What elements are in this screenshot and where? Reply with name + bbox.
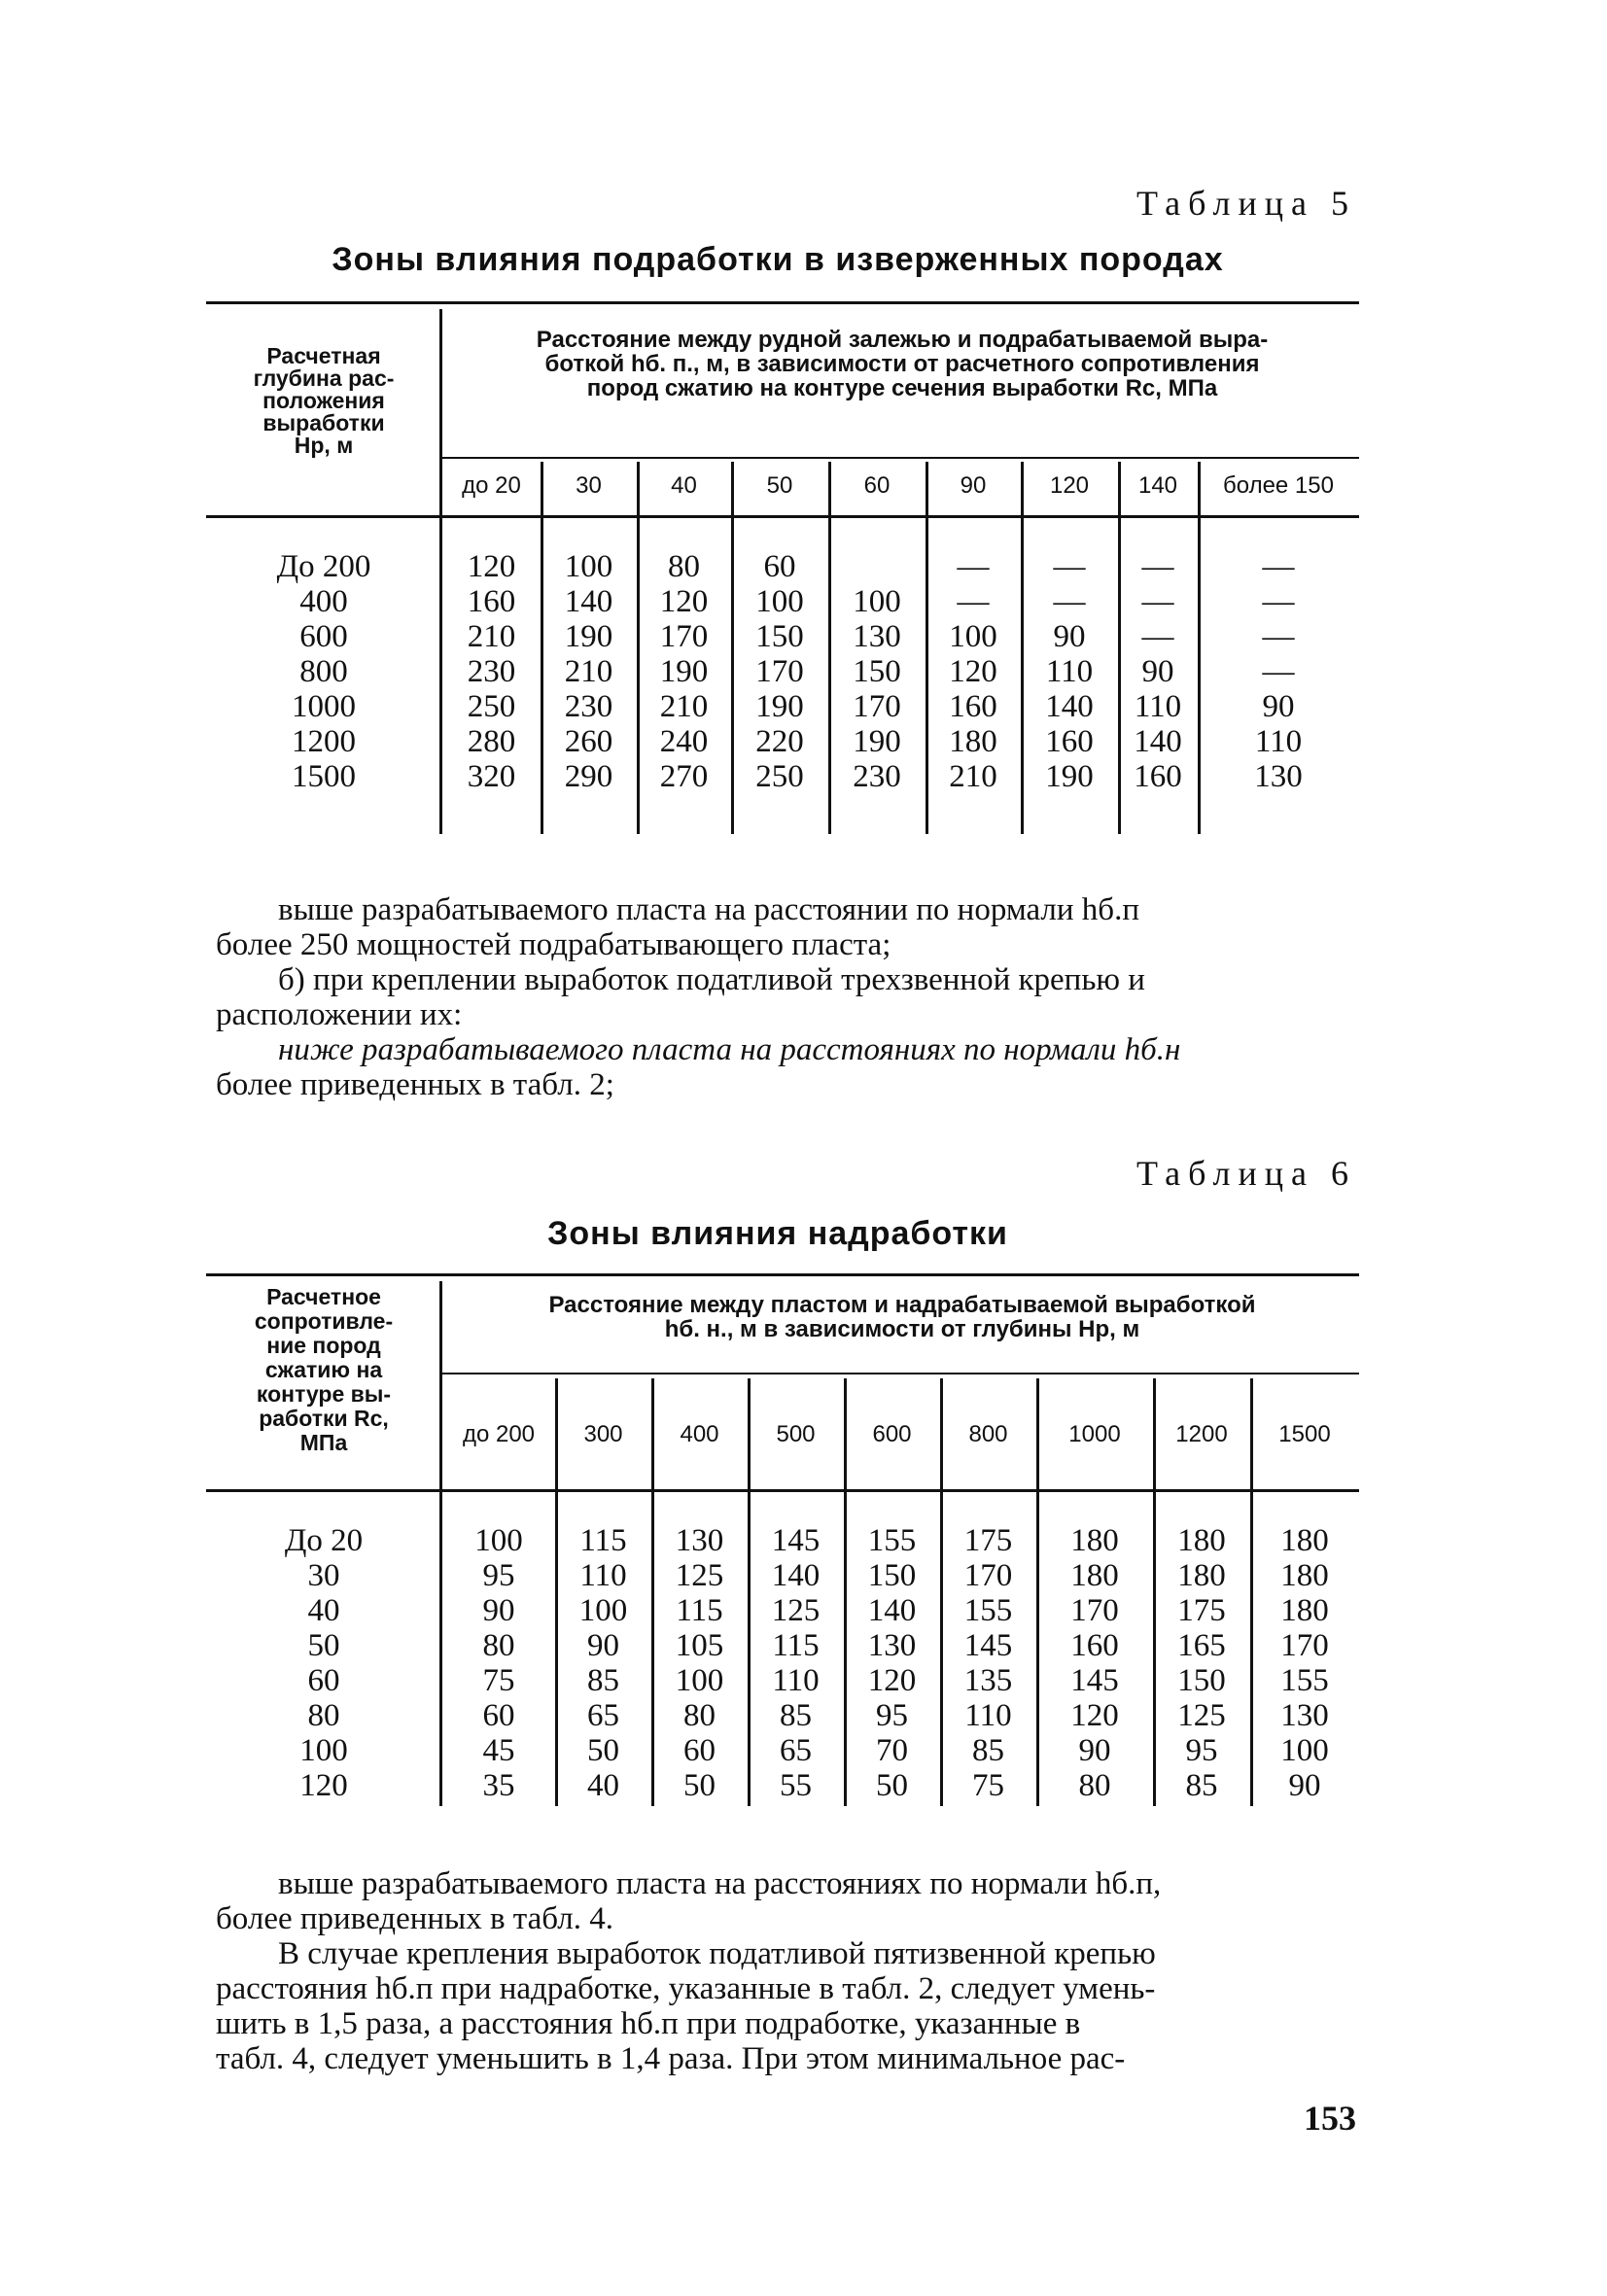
table-cell: 90 (1078, 1733, 1111, 1768)
table-cell: 120 (949, 654, 997, 689)
table-cell: 140 (564, 584, 613, 619)
table-cell: 85 (587, 1663, 619, 1698)
table5-row-header: Расчетная глубина рас- положения выработки Hр, м (253, 343, 395, 458)
row-label: 1200 (292, 724, 356, 759)
row-label: 50 (307, 1628, 340, 1663)
table-cell: 115 (772, 1628, 820, 1663)
table-cell: 220 (755, 724, 804, 759)
table6-label: Таблица 6 (1136, 1154, 1356, 1193)
table-cell: 50 (587, 1733, 619, 1768)
table-cell: 85 (780, 1698, 812, 1733)
table-cell: 140 (1134, 724, 1182, 759)
table-cell: 170 (1280, 1628, 1329, 1663)
table-cell: 250 (755, 759, 804, 794)
paragraph-line: более 250 мощностей подрабатывающего пласта; (216, 927, 891, 962)
paragraph-line: расположении их: (216, 997, 463, 1032)
table-cell: 150 (755, 619, 804, 654)
table-cell: 150 (1177, 1663, 1226, 1698)
table-cell: 210 (949, 759, 997, 794)
table-cell: 130 (867, 1628, 917, 1663)
column-header: до 200 (462, 1421, 536, 1447)
table-cell: 100 (755, 584, 804, 619)
column-divider (1250, 1378, 1253, 1806)
column-divider (940, 1378, 943, 1806)
paragraph-line: выше разрабатываемого пласта на расстоянии по нормали hб.п (278, 892, 1140, 927)
table-cell: 190 (853, 724, 901, 759)
table-cell: 230 (564, 689, 613, 724)
table6-group-header: Расстояние между пластом и надрабатываемой выработкой hб. н., м в зависимости от глубины Hр, м (548, 1292, 1256, 1342)
table-cell: 210 (467, 619, 516, 654)
column-divider (731, 462, 734, 834)
table-cell: 90 (587, 1628, 619, 1663)
table-cell: 120 (467, 549, 516, 584)
table-cell: 115 (676, 1593, 723, 1628)
table-cell: 160 (1134, 759, 1182, 794)
paragraph-line: ниже разрабатываемого пласта на расстояниях по нормали hб.н (278, 1032, 1181, 1067)
table5-title: Зоны влияния подработки в изверженных породах (332, 241, 1224, 278)
table-cell: 65 (587, 1698, 619, 1733)
table-cell: 40 (587, 1768, 619, 1803)
table-cell: — (1053, 549, 1086, 584)
row-label: 1500 (292, 759, 356, 794)
table-cell: 80 (668, 549, 700, 584)
table-cell: 130 (853, 619, 901, 654)
table-cell: — (1262, 584, 1295, 619)
column-header: 60 (863, 472, 891, 499)
column-header: 500 (776, 1421, 816, 1447)
table-cell: 45 (482, 1733, 515, 1768)
row-label: 80 (307, 1698, 340, 1733)
table-cell: 110 (772, 1663, 820, 1698)
row-label: 400 (299, 584, 348, 619)
row-label: 100 (299, 1733, 348, 1768)
paragraph-line: шить в 1,5 раза, а расстояния hб.п при подработке, указанные в (216, 2006, 1081, 2041)
table-cell: 80 (482, 1628, 515, 1663)
table-cell: 150 (867, 1558, 917, 1593)
table-cell: 140 (771, 1558, 821, 1593)
table-cell: 175 (1177, 1593, 1226, 1628)
table-cell: 60 (763, 549, 796, 584)
table-cell: 130 (675, 1523, 724, 1558)
table-cell: 270 (659, 759, 709, 794)
table-cell: 290 (564, 759, 613, 794)
row-label: 120 (299, 1768, 348, 1803)
column-header: 600 (872, 1421, 912, 1447)
table-cell: 110 (579, 1558, 627, 1593)
column-divider (651, 1378, 654, 1806)
table-cell: 50 (683, 1768, 716, 1803)
column-divider (637, 462, 640, 834)
table-cell: 230 (467, 654, 516, 689)
column-header: 1200 (1175, 1421, 1228, 1447)
table-cell: 180 (1070, 1558, 1119, 1593)
table-cell: 100 (564, 549, 613, 584)
table-cell: 90 (1288, 1768, 1321, 1803)
column-divider (555, 1378, 558, 1806)
column-header: 800 (968, 1421, 1008, 1447)
table-cell: 100 (675, 1663, 724, 1698)
column-divider (844, 1378, 847, 1806)
column-header: 400 (680, 1421, 719, 1447)
table-cell: 125 (771, 1593, 821, 1628)
table-cell: 180 (1280, 1523, 1329, 1558)
table-cell: 95 (482, 1558, 515, 1593)
table-cell: 170 (755, 654, 804, 689)
column-divider (1198, 462, 1201, 834)
table-cell: — (1053, 584, 1086, 619)
table-cell: 155 (963, 1593, 1013, 1628)
table-cell: 175 (963, 1523, 1013, 1558)
table-cell: 230 (853, 759, 901, 794)
column-header: 30 (576, 472, 602, 499)
paragraph-line: более приведенных в табл. 2; (216, 1067, 614, 1102)
table-cell: 210 (659, 689, 709, 724)
table-cell: 160 (949, 689, 997, 724)
table-cell: — (1141, 584, 1174, 619)
table-cell: 100 (949, 619, 997, 654)
table-cell: 130 (1280, 1698, 1329, 1733)
column-divider (1118, 462, 1121, 834)
paragraph-line: расстояния hб.п при надработке, указанные в табл. 2, следует умень- (216, 1971, 1156, 2006)
table-cell: 160 (467, 584, 516, 619)
table-cell: 155 (867, 1523, 917, 1558)
table-cell: 35 (482, 1768, 515, 1803)
paragraph-line: табл. 4, следует уменьшить в 1,4 раза. При этом минимальное рас- (216, 2041, 1126, 2076)
paragraph-line: В случае крепления выработок податливой пятизвенной крепью (278, 1936, 1156, 1971)
column-divider (541, 462, 543, 834)
table-cell: 145 (963, 1628, 1013, 1663)
column-header: 120 (1049, 472, 1090, 499)
table6-row-header: Расчетное сопротивле- ние пород сжатию на контуре вы- работки Rс, МПа (254, 1284, 394, 1455)
row-label: До 20 (284, 1523, 364, 1558)
table-cell: 170 (1070, 1593, 1119, 1628)
table-cell: 115 (579, 1523, 627, 1558)
table-cell: 110 (1045, 654, 1094, 689)
table-cell: 130 (1254, 759, 1303, 794)
row-label: 60 (307, 1663, 340, 1698)
table-cell: 180 (1177, 1523, 1226, 1558)
table-cell: 240 (659, 724, 709, 759)
column-header: 1500 (1278, 1421, 1331, 1447)
table-cell: 110 (1134, 689, 1182, 724)
table-cell: 55 (780, 1768, 812, 1803)
table-cell: 100 (474, 1523, 523, 1558)
table-cell: 165 (1177, 1628, 1226, 1663)
paragraph-line: выше разрабатываемого пласта на расстояниях по нормали hб.п, (278, 1866, 1162, 1901)
table-cell: 60 (683, 1733, 716, 1768)
table-cell: 120 (1070, 1698, 1119, 1733)
column-divider (926, 462, 928, 834)
table-cell: 190 (564, 619, 613, 654)
table-cell: 85 (972, 1733, 1004, 1768)
table-cell: 140 (867, 1593, 917, 1628)
table-cell: 250 (467, 689, 516, 724)
table-cell: 105 (675, 1628, 724, 1663)
row-label: До 200 (276, 549, 371, 584)
page-number: 153 (1304, 2099, 1356, 2138)
column-header: 140 (1137, 472, 1178, 499)
table-cell: 50 (876, 1768, 908, 1803)
table-cell: 125 (675, 1558, 724, 1593)
table-cell: 85 (1185, 1768, 1218, 1803)
table-cell: 180 (1070, 1523, 1119, 1558)
table-cell: — (1262, 549, 1295, 584)
table-cell: 180 (1177, 1558, 1226, 1593)
table-cell: 160 (1045, 724, 1094, 759)
column-divider (1021, 462, 1024, 834)
table-cell: 170 (659, 619, 709, 654)
paragraph-line: б) при креплении выработок податливой трехзвенной крепью и (278, 962, 1145, 997)
table-cell: 210 (564, 654, 613, 689)
table-cell: 75 (972, 1768, 1004, 1803)
table-cell: 170 (963, 1558, 1013, 1593)
table-cell: 280 (467, 724, 516, 759)
table-cell: 140 (1045, 689, 1094, 724)
table-cell: 120 (659, 584, 709, 619)
table-cell: 60 (482, 1698, 515, 1733)
column-header: 40 (671, 472, 697, 499)
table-cell: 150 (853, 654, 901, 689)
table-cell: 170 (853, 689, 901, 724)
row-label: 800 (299, 654, 348, 689)
table-cell: 190 (755, 689, 804, 724)
table-cell: 145 (1070, 1663, 1119, 1698)
table5-label: Таблица 5 (1136, 184, 1356, 223)
table-cell: 160 (1070, 1628, 1119, 1663)
column-divider (1153, 1378, 1156, 1806)
column-divider (748, 1378, 751, 1806)
table6-title: Зоны влияния надработки (547, 1215, 1008, 1252)
table-cell: 90 (1262, 689, 1295, 724)
table-cell: — (957, 549, 990, 584)
column-divider (1036, 1378, 1039, 1806)
table-cell: 180 (1280, 1593, 1329, 1628)
table-cell: — (1262, 619, 1295, 654)
table-cell: 100 (853, 584, 901, 619)
table-cell: 260 (564, 724, 613, 759)
table-cell: — (1141, 549, 1174, 584)
table-cell: 180 (949, 724, 997, 759)
table-cell: 90 (482, 1593, 515, 1628)
table-cell: 155 (1280, 1663, 1329, 1698)
column-divider (828, 462, 831, 834)
table-cell: 90 (1141, 654, 1174, 689)
table-cell: 90 (1053, 619, 1086, 654)
table-cell: 95 (1185, 1733, 1218, 1768)
table-cell: 65 (780, 1733, 812, 1768)
table5-group-header: Расстояние между рудной залежью и подрабатываемой выра- боткой hб. п., м, в зависимости от расчетного сопротивления пород сжатию на контуре сечения выработки Rс, МПа (536, 327, 1269, 401)
column-header: 90 (960, 472, 987, 499)
column-header: более 150 (1223, 472, 1334, 499)
table-cell: 95 (876, 1698, 908, 1733)
table-cell: — (957, 584, 990, 619)
column-header: 1000 (1068, 1421, 1121, 1447)
table-cell: 145 (771, 1523, 821, 1558)
row-label: 600 (299, 619, 348, 654)
row-label: 30 (307, 1558, 340, 1593)
table-cell: 190 (659, 654, 709, 689)
table-cell: — (1262, 654, 1295, 689)
table-cell: 320 (467, 759, 516, 794)
table-cell: 70 (876, 1733, 908, 1768)
table-cell: 80 (1078, 1768, 1111, 1803)
table-cell: 100 (1280, 1733, 1329, 1768)
table-cell: 125 (1177, 1698, 1226, 1733)
table-cell: 110 (964, 1698, 1012, 1733)
paragraph-line: более приведенных в табл. 4. (216, 1901, 613, 1936)
column-header: 300 (583, 1421, 623, 1447)
row-label: 40 (307, 1593, 340, 1628)
column-header: 50 (766, 472, 793, 499)
table-cell: 75 (482, 1663, 515, 1698)
column-header: до 20 (462, 472, 521, 499)
table-cell: 120 (867, 1663, 917, 1698)
table-cell: 190 (1045, 759, 1094, 794)
row-label: 1000 (292, 689, 356, 724)
table-cell: 100 (578, 1593, 628, 1628)
table-cell: 80 (683, 1698, 716, 1733)
table-cell: 110 (1254, 724, 1303, 759)
table-cell: 135 (963, 1663, 1013, 1698)
table-cell: 180 (1280, 1558, 1329, 1593)
table-cell: — (1141, 619, 1174, 654)
